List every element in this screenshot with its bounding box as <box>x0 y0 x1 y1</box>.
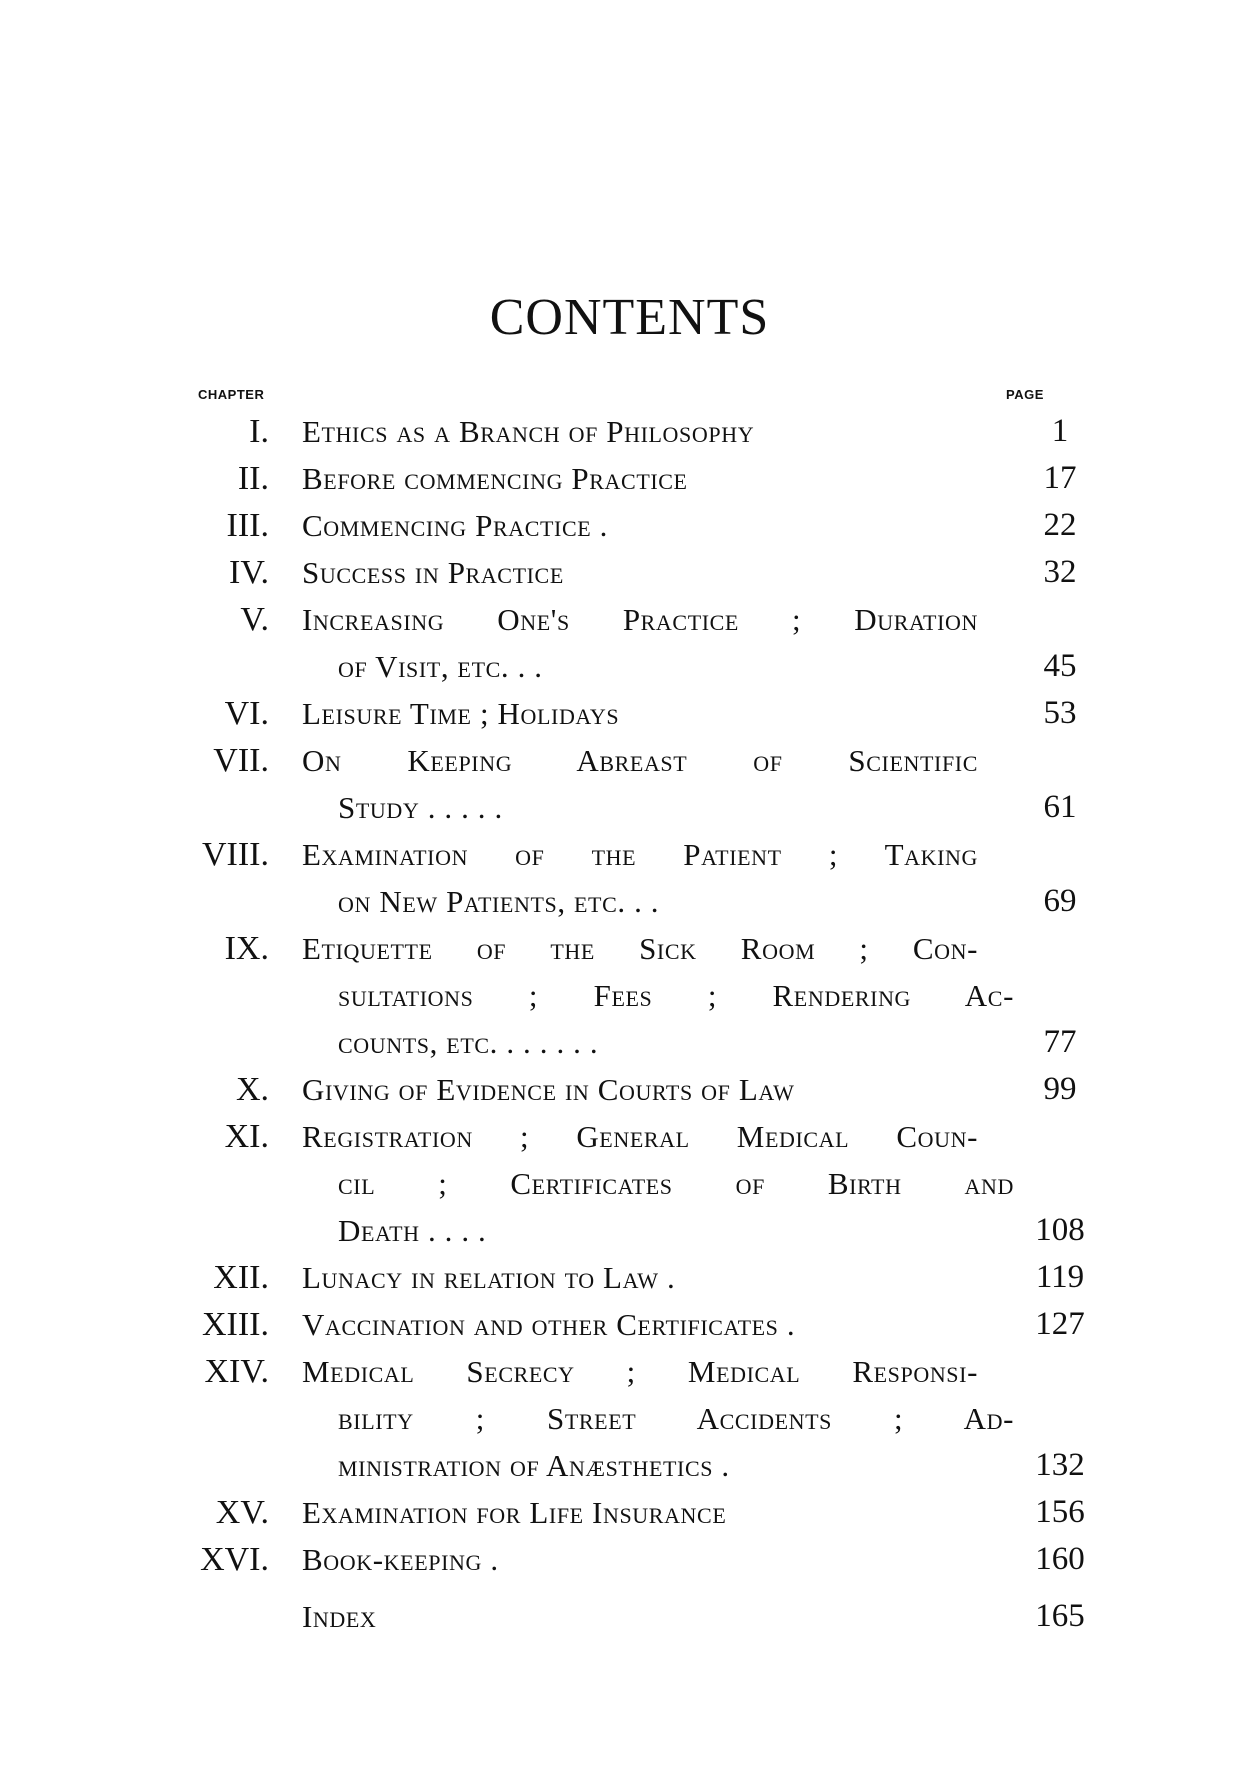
chapter-number: I. <box>249 413 269 450</box>
toc-entry <box>0 925 1259 1066</box>
toc-line <box>0 1301 1259 1348</box>
chapter-number: XVI. <box>200 1541 269 1578</box>
chapter-number: IX. <box>224 930 269 967</box>
chapter-title: Giving of Evidence in Courts of Law <box>302 1072 795 1107</box>
toc-line <box>0 1395 1259 1442</box>
page-number: 132 <box>1035 1447 1085 1483</box>
chapter-number: V. <box>240 601 269 638</box>
chapter-title: Leisure Time ; Holidays <box>302 696 620 731</box>
page-number: 99 <box>1043 1071 1077 1107</box>
toc-line <box>0 455 1259 502</box>
chapter-title: Study . . . . . <box>338 790 503 825</box>
toc-entry <box>0 690 1259 737</box>
chapter-number: VI. <box>224 695 269 732</box>
index-spacer <box>0 1583 1259 1593</box>
chapter-number: XIV. <box>204 1353 269 1390</box>
chapter-number: II. <box>237 460 269 497</box>
toc-line <box>0 1442 1259 1489</box>
toc-entry <box>0 1113 1259 1254</box>
chapter-title: cil ; Certificates of Birth and <box>338 1166 1014 1201</box>
chapter-title: Medical Secrecy ; Medical Responsi- <box>302 1354 978 1389</box>
page-number: 1 <box>1051 413 1069 449</box>
chapter-title: Examination of the Patient ; Taking <box>302 837 978 872</box>
toc-entry <box>0 1301 1259 1348</box>
toc-entry <box>0 408 1259 455</box>
page-number: 17 <box>1043 460 1077 496</box>
chapter-number: IV. <box>229 554 269 591</box>
chapter-title: On Keeping Abreast of Scientific <box>302 743 978 778</box>
page-number: 77 <box>1043 1024 1077 1060</box>
page-number: 119 <box>1035 1259 1085 1295</box>
toc-line <box>0 1066 1259 1113</box>
chapter-number: XI. <box>224 1118 269 1155</box>
page-number: 32 <box>1043 554 1077 590</box>
chapter-title: sultations ; Fees ; Rendering Ac- <box>338 978 1014 1013</box>
chapter-title: Death . . . . <box>338 1213 487 1248</box>
toc-line <box>0 737 1259 784</box>
toc-line <box>0 1348 1259 1395</box>
chapter-number: XV. <box>215 1494 269 1531</box>
toc-line <box>0 925 1259 972</box>
chapter-title: Lunacy in relation to Law . <box>302 1260 676 1295</box>
chapter-title: ministration of Anæsthetics . <box>338 1448 730 1483</box>
page-number: 108 <box>1035 1212 1085 1248</box>
toc-line <box>0 1113 1259 1160</box>
chapter-title: counts, etc. . . . . . . <box>338 1025 599 1060</box>
page-title: CONTENTS <box>489 289 770 346</box>
page-number: 160 <box>1035 1541 1085 1577</box>
toc-entry <box>0 1489 1259 1536</box>
toc-line <box>0 596 1259 643</box>
chapter-title: Book-keeping . <box>302 1542 499 1577</box>
chapter-number: XII. <box>213 1259 269 1296</box>
chapter-title: Ethics as a Branch of Philosophy <box>302 414 755 449</box>
toc-line <box>0 690 1259 737</box>
page-number: 69 <box>1043 883 1077 919</box>
chapter-title: on New Patients, etc. . . <box>338 884 660 919</box>
toc-entry <box>0 1066 1259 1113</box>
toc-line <box>0 831 1259 878</box>
chapter-title: Before commencing Practice <box>302 461 688 496</box>
toc-line <box>0 643 1259 690</box>
toc-entry <box>0 596 1259 690</box>
chapter-number: VIII. <box>201 836 269 873</box>
chapter-title: Vaccination and other Certificates . <box>302 1307 796 1342</box>
page-number: 165 <box>1035 1598 1085 1634</box>
chapter-column-label: CHAPTER <box>198 387 265 402</box>
chapter-title: Success in Practice <box>302 555 564 590</box>
page-number: 53 <box>1043 695 1077 731</box>
toc-line <box>0 1593 1259 1640</box>
page-number: 61 <box>1043 789 1077 825</box>
page-number: 127 <box>1035 1306 1085 1342</box>
toc-line <box>0 1019 1259 1066</box>
toc-line <box>0 784 1259 831</box>
table-of-contents <box>0 408 1259 1640</box>
toc-entry <box>0 1536 1259 1583</box>
toc-line <box>0 878 1259 925</box>
chapter-number: VII. <box>213 742 269 779</box>
toc-line <box>0 1536 1259 1583</box>
toc-entry <box>0 1254 1259 1301</box>
chapter-title: Index <box>302 1599 377 1634</box>
chapter-title: Registration ; General Medical Coun- <box>302 1119 978 1154</box>
toc-entry <box>0 831 1259 925</box>
toc-line <box>0 1160 1259 1207</box>
toc-entry-index <box>0 1593 1259 1640</box>
chapter-title: of Visit, etc. . . <box>338 649 543 684</box>
toc-entry <box>0 455 1259 502</box>
toc-line <box>0 408 1259 455</box>
toc-line <box>0 1489 1259 1536</box>
toc-entry <box>0 737 1259 831</box>
toc-line <box>0 1254 1259 1301</box>
chapter-number: XIII. <box>201 1306 269 1343</box>
toc-line <box>0 972 1259 1019</box>
page-number: 22 <box>1043 507 1077 543</box>
page-column-label: PAGE <box>1006 387 1044 402</box>
toc-entry <box>0 502 1259 549</box>
chapter-title: Increasing One's Practice ; Duration <box>302 602 978 637</box>
chapter-title: Commencing Practice . <box>302 508 608 543</box>
toc-entry <box>0 1348 1259 1489</box>
toc-line <box>0 502 1259 549</box>
toc-entry <box>0 549 1259 596</box>
chapter-title: bility ; Street Accidents ; Ad- <box>338 1401 1014 1436</box>
toc-line <box>0 549 1259 596</box>
page-number: 156 <box>1035 1494 1085 1530</box>
chapter-number: X. <box>235 1071 269 1108</box>
chapter-title: Etiquette of the Sick Room ; Con- <box>302 931 978 966</box>
chapter-number: III. <box>226 507 269 544</box>
chapter-title: Examination for Life Insurance <box>302 1495 727 1530</box>
toc-line <box>0 1207 1259 1254</box>
page-number: 45 <box>1043 648 1077 684</box>
